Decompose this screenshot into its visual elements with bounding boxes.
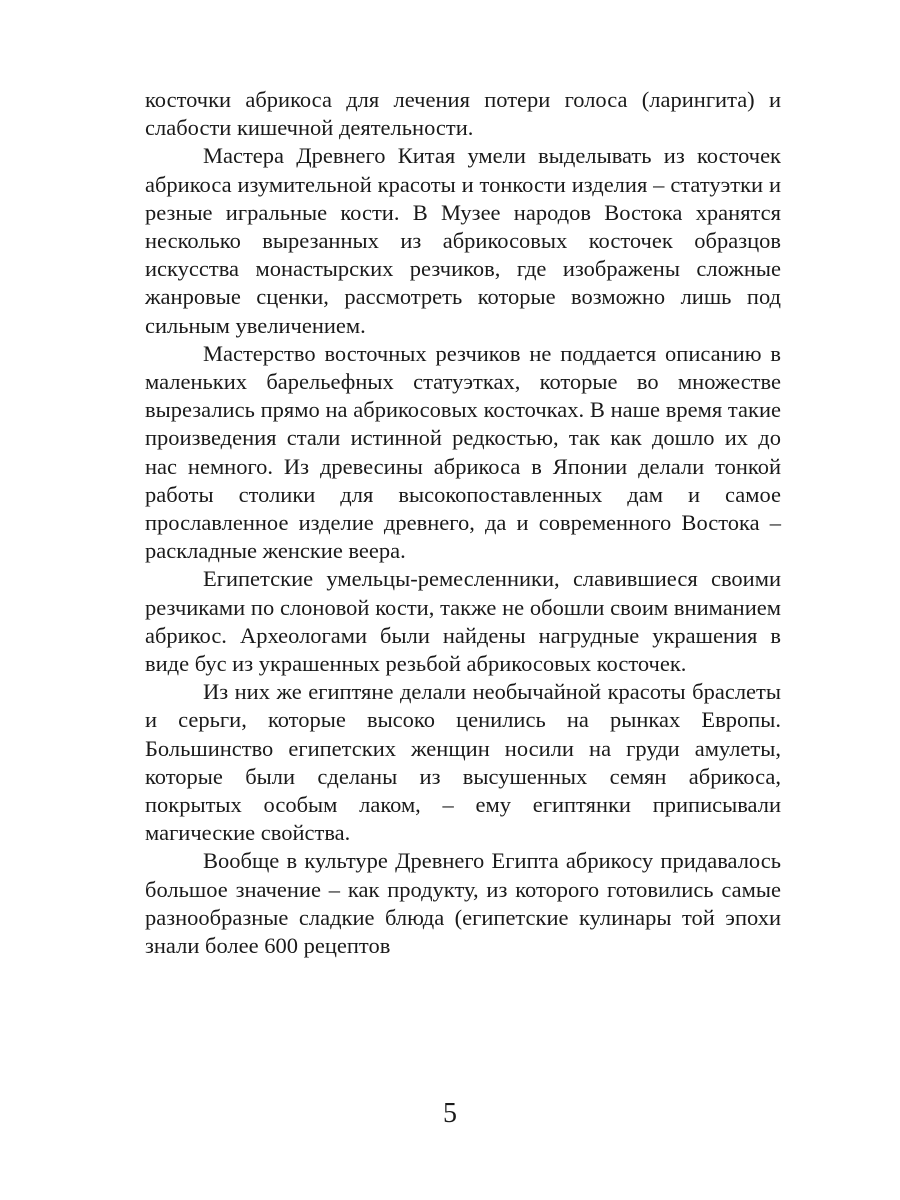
- paragraph-egyptian-culture: Вообще в культуре Древнего Египта абрикосу придавалось большое значение – как продукту, из которого готовились самые разнообразные сладкие блюда (египетские кулинары той эпохи знали более 600 рецептов: [145, 848, 781, 959]
- paragraph-egyptian-craftsmen: Египетские умельцы-ремесленники, славившиеся своими резчиками по слоновой кости, также не обошли своим вниманием абрикос. Археологами были найдены нагрудные украшения в виде бус из украшенных резьбой абрикосовых косточек.: [145, 566, 781, 677]
- paragraph-continuation: косточки абрикоса для лечения потери голоса (ларингита) и слабости кишечной деятельности.: [145, 87, 781, 141]
- paragraph-china-carving: Мастера Древнего Китая умели выделывать из косточек абрикоса изумительной красоты и тонкости изделия – статуэтки и резные игральные кости. В Музее народов Востока хранятся несколько вырезанных из абрикосовых косточек образцов искусства монастырских резчиков, где изображены сложные жанровые сценки, рассмотреть которые возможно лишь под сильным увеличением.: [145, 143, 781, 338]
- paragraph-eastern-carvers: Мастерство восточных резчиков не поддается описанию в маленьких барельефных статуэтках, которые во множестве вырезались прямо на абрикосовых косточках. В наше время такие произведения стали истинной редкостью, так как дошло их до нас немного. Из древесины абрикоса в Японии делали тонкой работы столики для высокопоставленных дам и самое прославленное изделие древнего, да и современного Востока – раскладные женские веера.: [145, 340, 781, 564]
- paragraph-egyptian-jewelry: Из них же египтяне делали необычайной красоты браслеты и серьги, которые высоко ценились на рынках Европы. Большинство египетских женщин носили на груди амулеты, которые были сделаны из высушенных семян абрикоса, покрытых особым лаком, – ему египтянки приписывали магические свойства.: [145, 679, 781, 846]
- body-text: [145, 86, 781, 960]
- page-number: 5: [443, 1098, 457, 1129]
